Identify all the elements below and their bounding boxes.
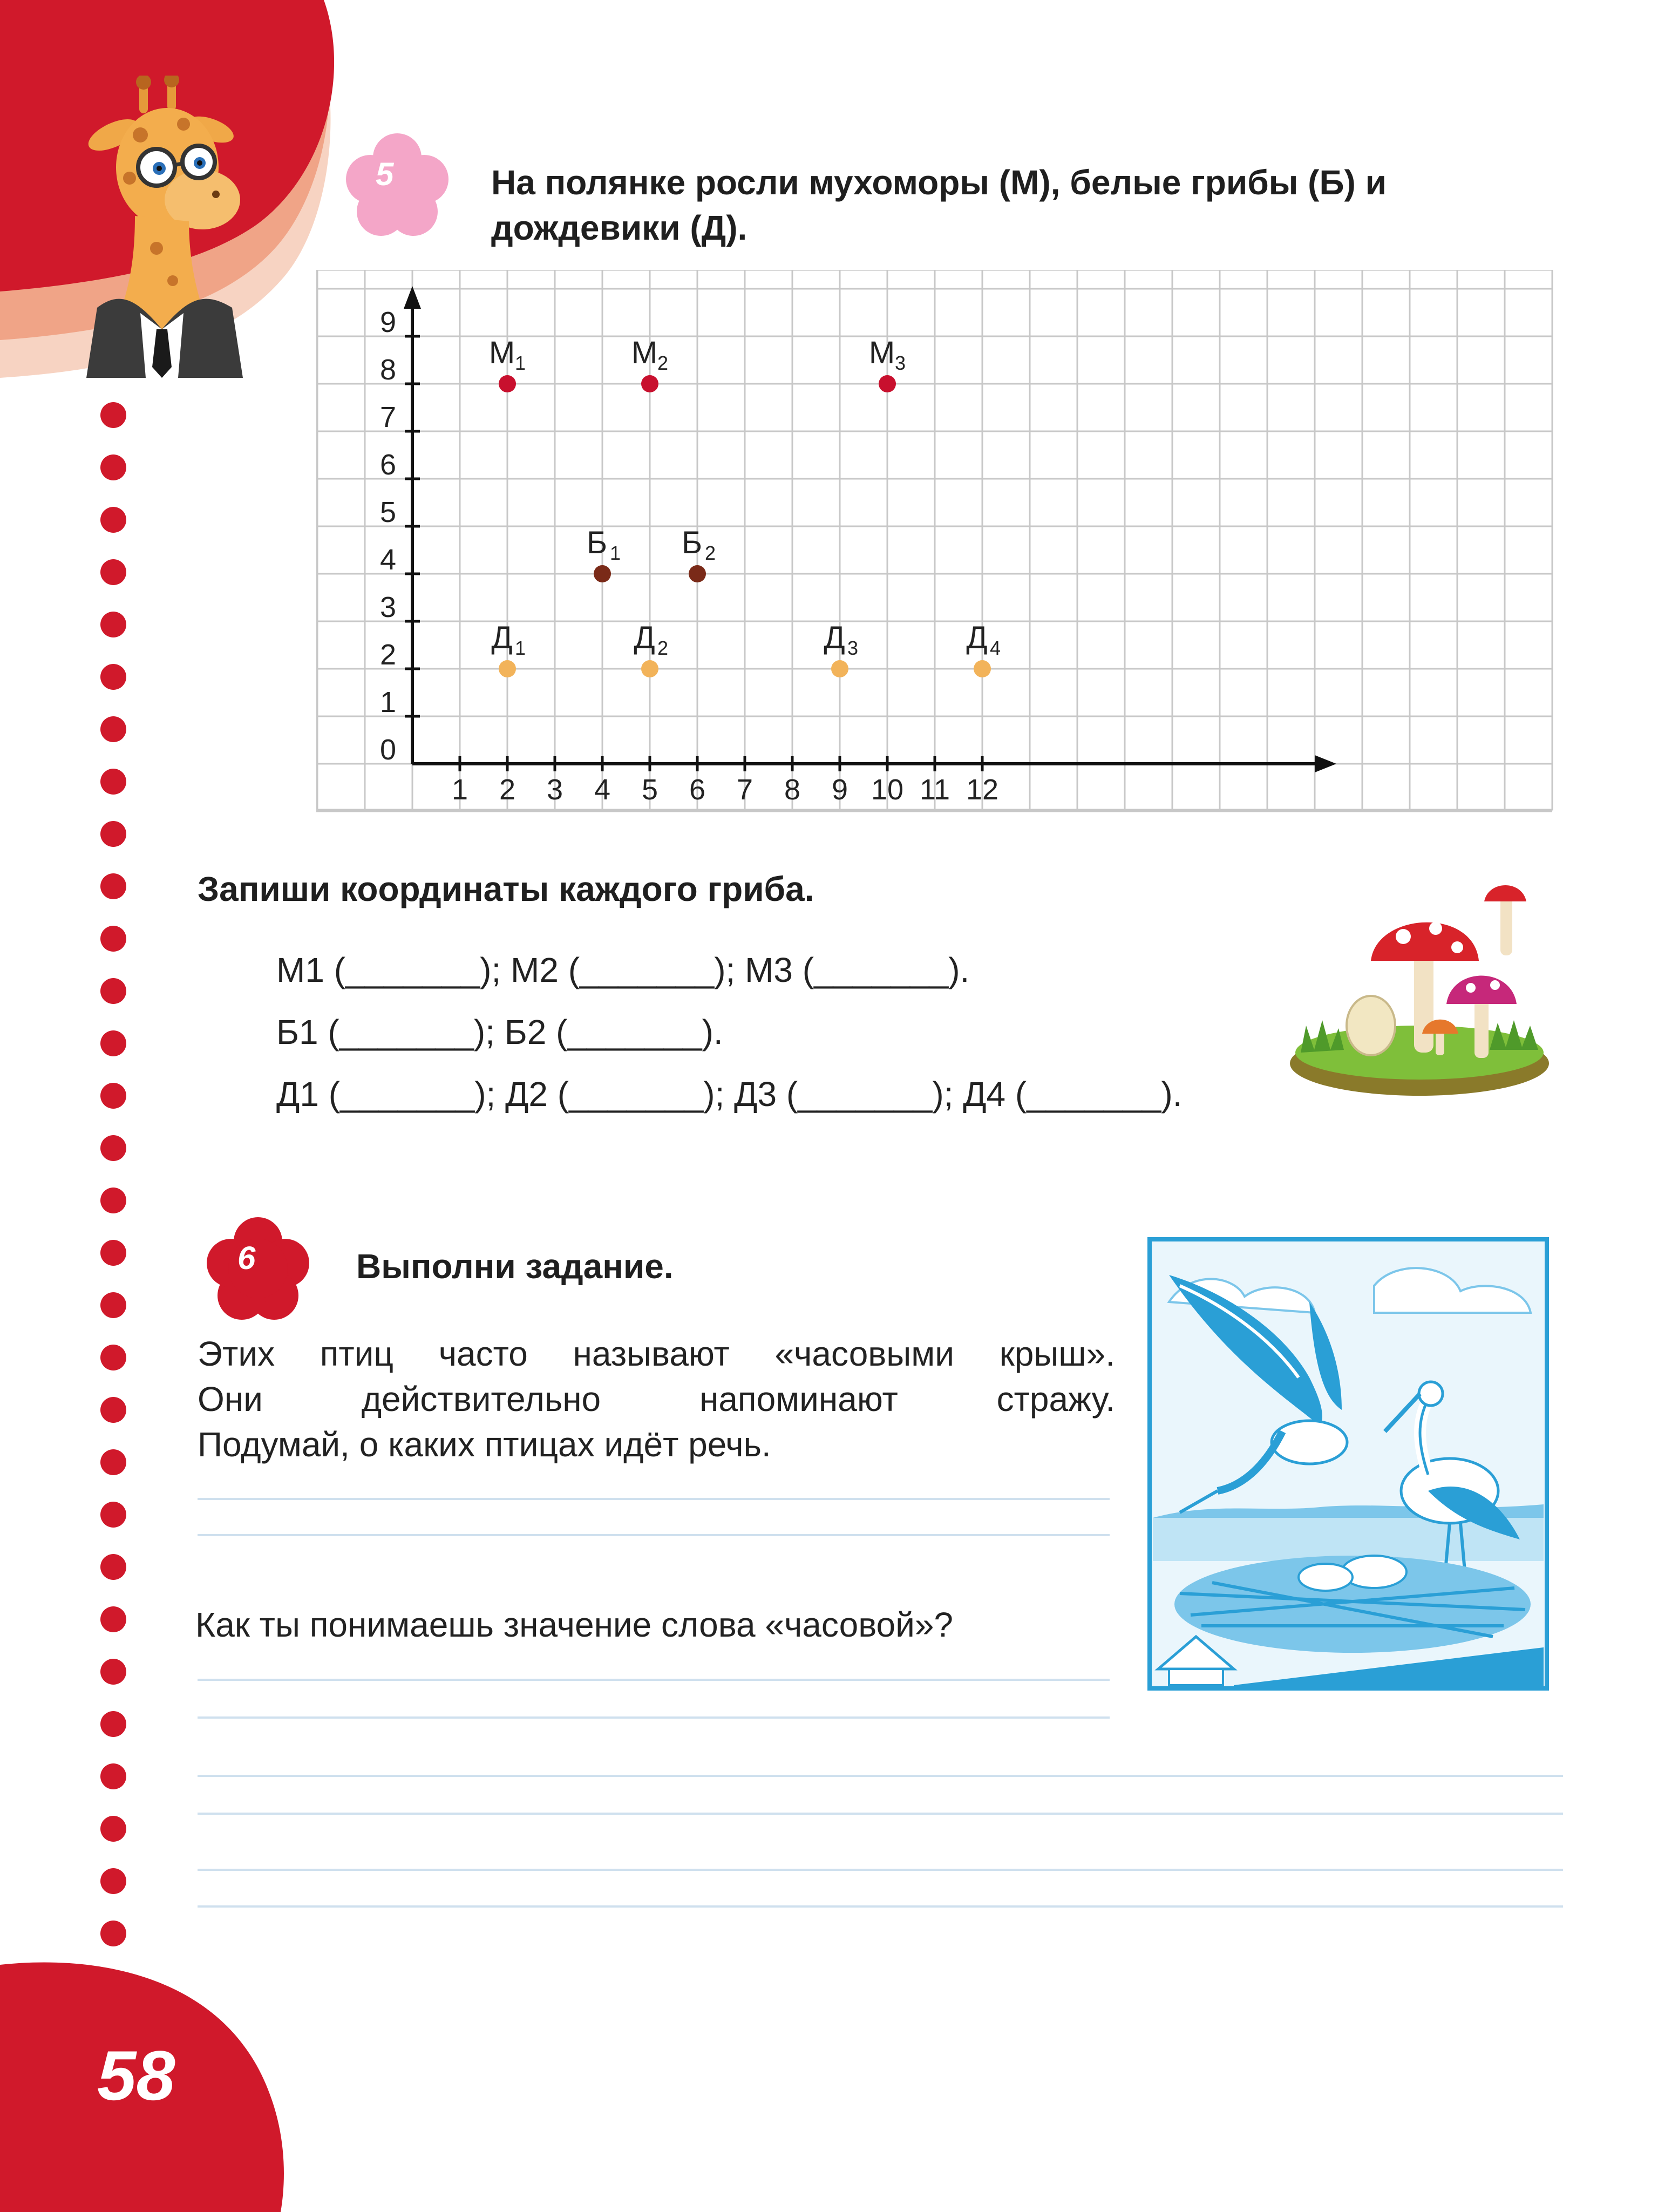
point-label: М <box>868 335 895 370</box>
point-label-subscript: 3 <box>894 352 906 374</box>
y-tick-label: 8 <box>379 354 396 386</box>
x-tick-label: 3 <box>546 773 563 806</box>
y-tick-label: 5 <box>379 496 396 528</box>
point-marker <box>879 375 896 392</box>
task-6-badge <box>204 1214 312 1322</box>
coordinate-grid-chart <box>316 270 1558 820</box>
task-5-number: 5 <box>376 156 394 192</box>
point-label: Б <box>586 525 608 560</box>
task-5-title <box>491 160 1571 250</box>
x-tick-label: 10 <box>871 773 904 806</box>
point-label-subscript: 2 <box>657 352 669 374</box>
giraffe-mascot <box>76 76 259 378</box>
task-6-paragraph-line2: Они действительно напоминают стражу. <box>198 1380 1115 1419</box>
task-6-number: 6 <box>237 1240 256 1276</box>
x-tick-label: 5 <box>641 773 658 806</box>
task-6-question: Как ты понимаешь значение слова «часовой»? <box>195 1605 953 1644</box>
mushroom-illustration <box>1285 885 1554 1101</box>
y-tick-label: 1 <box>379 686 396 718</box>
point-marker <box>831 660 848 677</box>
x-tick-label: 1 <box>451 773 468 806</box>
x-tick-label: 11 <box>919 773 950 806</box>
page-number: 58 <box>97 2036 175 2115</box>
x-tick-label: 7 <box>736 773 753 806</box>
point-label-subscript: 2 <box>704 542 716 564</box>
task-5-title-line2: дождевики (Д). <box>491 208 748 247</box>
point-label-subscript: 1 <box>514 352 526 374</box>
x-tick-label: 9 <box>831 773 848 806</box>
point-label-subscript: 4 <box>989 637 1001 659</box>
answer-row-d: Д1 (_______); Д2 (_______); Д3 (_______); Д4 (_______). <box>276 1075 1183 1114</box>
point-marker <box>974 660 991 677</box>
x-tick-label: 2 <box>499 773 516 806</box>
stork-illustration <box>1147 1237 1549 1691</box>
point-label-subscript: 1 <box>609 542 621 564</box>
x-tick-label: 12 <box>966 773 999 806</box>
y-tick-label: 9 <box>379 306 396 338</box>
point-label: Д <box>824 620 845 655</box>
point-marker <box>499 660 516 677</box>
point-label: М <box>488 335 515 370</box>
task-5-instruction: Запиши координаты каждого гриба. <box>198 870 814 908</box>
x-tick-label: 4 <box>594 773 611 806</box>
y-tick-label: 4 <box>379 544 396 576</box>
task-6-paragraph-line3: Подумай, о каких птицах идёт речь. <box>198 1425 771 1464</box>
point-label: Д <box>966 620 988 655</box>
point-label-subscript: 1 <box>514 637 526 659</box>
point-marker <box>594 565 611 582</box>
point-label-subscript: 3 <box>847 637 859 659</box>
x-tick-label: 6 <box>689 773 706 806</box>
point-label: Д <box>634 620 655 655</box>
x-tick-label: 8 <box>784 773 801 806</box>
task-5-badge <box>343 131 451 239</box>
task-6-title: Выполни задание. <box>356 1247 674 1286</box>
y-tick-label: 6 <box>379 449 396 481</box>
y-tick-label: 7 <box>379 401 396 433</box>
point-label: Б <box>681 525 703 560</box>
point-label: М <box>631 335 658 370</box>
x-axis-arrow <box>1315 755 1336 772</box>
point-marker <box>641 660 658 677</box>
task-6-paragraph-line1: Этих птиц часто называют «часовыми крыш». <box>198 1334 1115 1373</box>
y-tick-label: 0 <box>379 734 396 766</box>
task-5-title-line1: На полянке росли мухоморы (М), белые грибы (Б) и <box>491 163 1387 202</box>
point-marker <box>499 375 516 392</box>
point-label-subscript: 2 <box>657 637 669 659</box>
point-label: Д <box>491 620 513 655</box>
answer-row-b: Б1 (_______); Б2 (_______). <box>276 1013 723 1051</box>
answer-row-m: М1 (_______); М2 (_______); М3 (_______). <box>276 951 970 989</box>
point-marker <box>641 375 658 392</box>
y-tick-label: 2 <box>379 639 396 671</box>
y-tick-label: 3 <box>379 591 396 623</box>
point-marker <box>689 565 706 582</box>
task-6-paragraph <box>198 1331 1115 1467</box>
